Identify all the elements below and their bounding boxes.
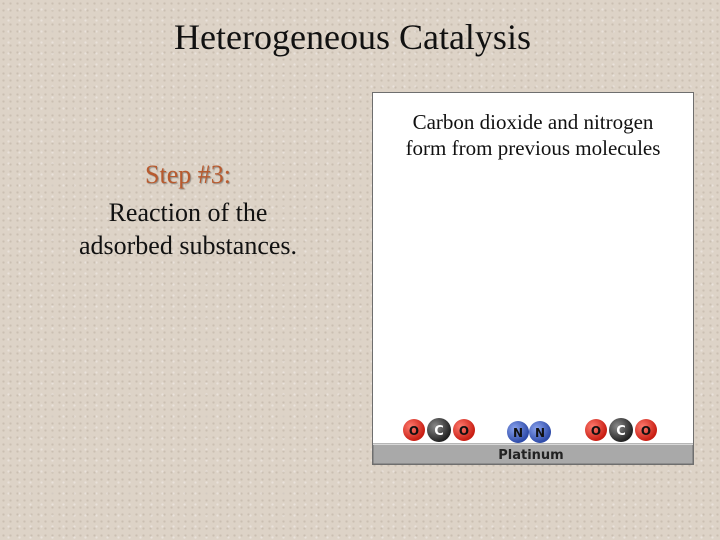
step-heading: Step #3: [145, 160, 231, 189]
slide-title: Heterogeneous Catalysis [174, 17, 531, 57]
platinum-surface-illustration [373, 405, 693, 465]
diagram-caption-line-1: Carbon dioxide and nitrogen [412, 110, 654, 134]
atom-label: C [434, 424, 444, 439]
diagram-caption [373, 109, 693, 161]
atom-label: O [640, 424, 652, 438]
atom-label: N [534, 426, 546, 440]
nitrogen-molecule [507, 421, 551, 443]
step-block [20, 158, 356, 262]
step-description [20, 196, 356, 262]
step-description-line-1: Reaction of the [108, 198, 268, 227]
platinum-label: Platinum [498, 448, 564, 463]
atom-label: O [590, 424, 602, 438]
atom-label: N [512, 426, 524, 440]
catalysis-diagram-panel [372, 92, 694, 465]
carbon-dioxide-molecule-left [403, 418, 475, 442]
atom-label: C [616, 424, 626, 439]
atom-label: O [408, 424, 420, 438]
carbon-dioxide-molecule-right [585, 418, 657, 442]
atom-label: O [458, 424, 470, 438]
diagram-caption-line-2: form from previous molecules [405, 136, 661, 160]
step-description-line-2: adsorbed substances. [78, 231, 298, 260]
